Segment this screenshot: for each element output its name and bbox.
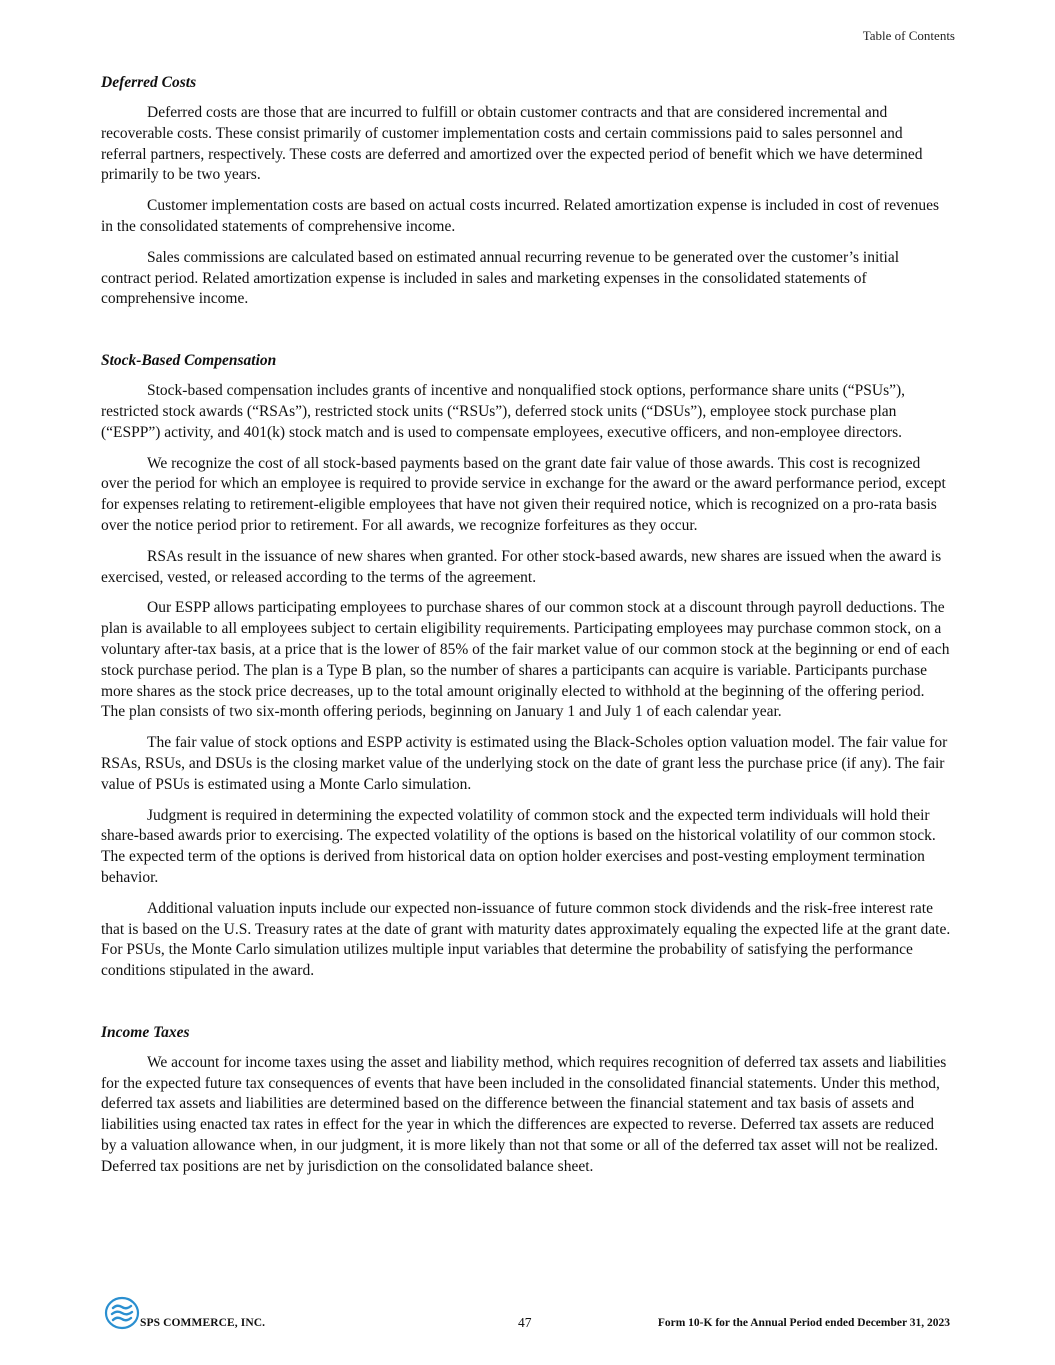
section-deferred-costs — [101, 72, 951, 310]
paragraph: Customer implementation costs are based on actual costs incurred. Related amortization expense is included in cost of revenues in the consolidated statements of comprehensive income. — [101, 197, 939, 235]
section-heading: Stock-Based Compensation — [101, 352, 277, 370]
paragraph: Our ESPP allows participating employees to purchase shares of our common stock at a discount through payroll deductions. The plan is available to all employees subject to certain eligibility requirements. Participating employees may purchase common stock, on a voluntary after-tax basis, at a price that is the lower of 85% of the fair market value of our common stock at the beginning or end of each stock purchase period. The plan is a Type B plan, so the number of shares a participants can acquire is variable. Participants purchase more shares as the stock price decreases, up to the total amount originally elected to withhold at the beginning of the offering period. The plan consists of two six-month offering periods, beginning on January 1 and July 1 of each calendar year. — [101, 599, 950, 721]
table-of-contents-link[interactable]: Table of Contents — [862, 28, 955, 43]
paragraph: RSAs result in the issuance of new shares when granted. For other stock-based awards, new shares are issued when the award is exercised, vested, or released according to the terms of the agreement. — [101, 547, 942, 586]
paragraph: Stock-based compensation includes grants of incentive and nonqualified stock options, performance share units (“PSUs”), restricted stock awards (“RSAs”), restricted stock units (“RSUs”), deferred stock units (“DSUs”), employee stock purchase plan (“ESPP”) activity, and 401(k) stock match and is used to compensate employees, executive officers, and non-employee directors. — [101, 382, 906, 441]
company-name: SPS COMMERCE, INC. — [140, 1317, 266, 1329]
paragraph: Deferred costs are those that are incurred to fulfill or obtain customer contracts and that are considered incremental and recoverable costs. These consist primarily of customer implementation costs and certain commissions paid to sales personnel and referral partners, respectively. These costs are deferred and amortized over the expected period of benefit which we have determined primarily to be two years. — [101, 104, 923, 184]
paragraph: Additional valuation inputs include our expected non-issuance of future common stock dividends and the risk-free interest rate that is based on the U.S. Treasury rates at the date of grant with maturity dates approximately equaling the expected life at the grant date. For PSUs, the Monte Carlo simulation utilizes multiple input variables that determine the probability of satisfying the performance conditions stipulated in the award. — [101, 899, 951, 980]
section-heading: Income Taxes — [101, 1023, 190, 1041]
page-number: 47 — [518, 1315, 532, 1330]
paragraph: The fair value of stock options and ESPP activity is estimated using the Black-Scholes option valuation model. The fair value for RSAs, RSUs, and DSUs is the closing market value of the underlying stock on the date of grant less the purchase price (if any). The fair value of PSUs is estimated using a Monte Carlo simulation. — [101, 734, 948, 793]
form-note: Form 10-K for the Annual Period ended December 31, 2023 — [657, 1317, 950, 1329]
paragraph: We account for income taxes using the asset and liability method, which requires recognition of deferred tax assets and liabilities for the expected future tax consequences of events that have been included in the consolidated financial statements. Under this method, deferred tax assets and liabilities are determined based on the difference between the financial statement and tax basis of assets and liabilities using enacted tax rates in effect for the year in which the differences are expected to reverse. Deferred tax assets are reduced by a valuation allowance when, in our judgment, it is more likely than not that some or all of the deferred tax asset will not be realized. Deferred tax positions are net by jurisdiction on the consolidated balance sheet. — [101, 1053, 947, 1175]
sps-logo-icon — [104, 1296, 140, 1330]
section-income-taxes — [101, 1022, 951, 1178]
paragraph: We recognize the cost of all stock-based payments based on the grant date fair value of those awards. This cost is recognized over the period for which an employee is required to provide service in exchange for the award or the award performance period, except for expenses relating to retirement-eligible employees that have not given their required notice, which is recognized on a pro-rata basis over the notice period prior to retirement. For all awards, we recognize forfeitures as they occur. — [101, 454, 946, 534]
paragraph: Judgment is required in determining the expected volatility of common stock and the expected term individuals will hold their share-based awards prior to exercising. The expected volatility of the options is based on the historical volatility of our common stock. The expected term of the options is derived from historical data on option holder exercises and post-vesting employment termination behavior. — [101, 806, 936, 886]
section-heading: Deferred Costs — [101, 74, 197, 91]
section-stock-based-compensation — [101, 350, 951, 982]
page-footer — [0, 1296, 1055, 1336]
page-content — [101, 72, 951, 1178]
paragraph: Sales commissions are calculated based on estimated annual recurring revenue to be generated over the customer’s initial contract period. Related amortization expense is included in sales and marketing expenses in the consolidated statements of comprehensive income. — [101, 248, 900, 308]
